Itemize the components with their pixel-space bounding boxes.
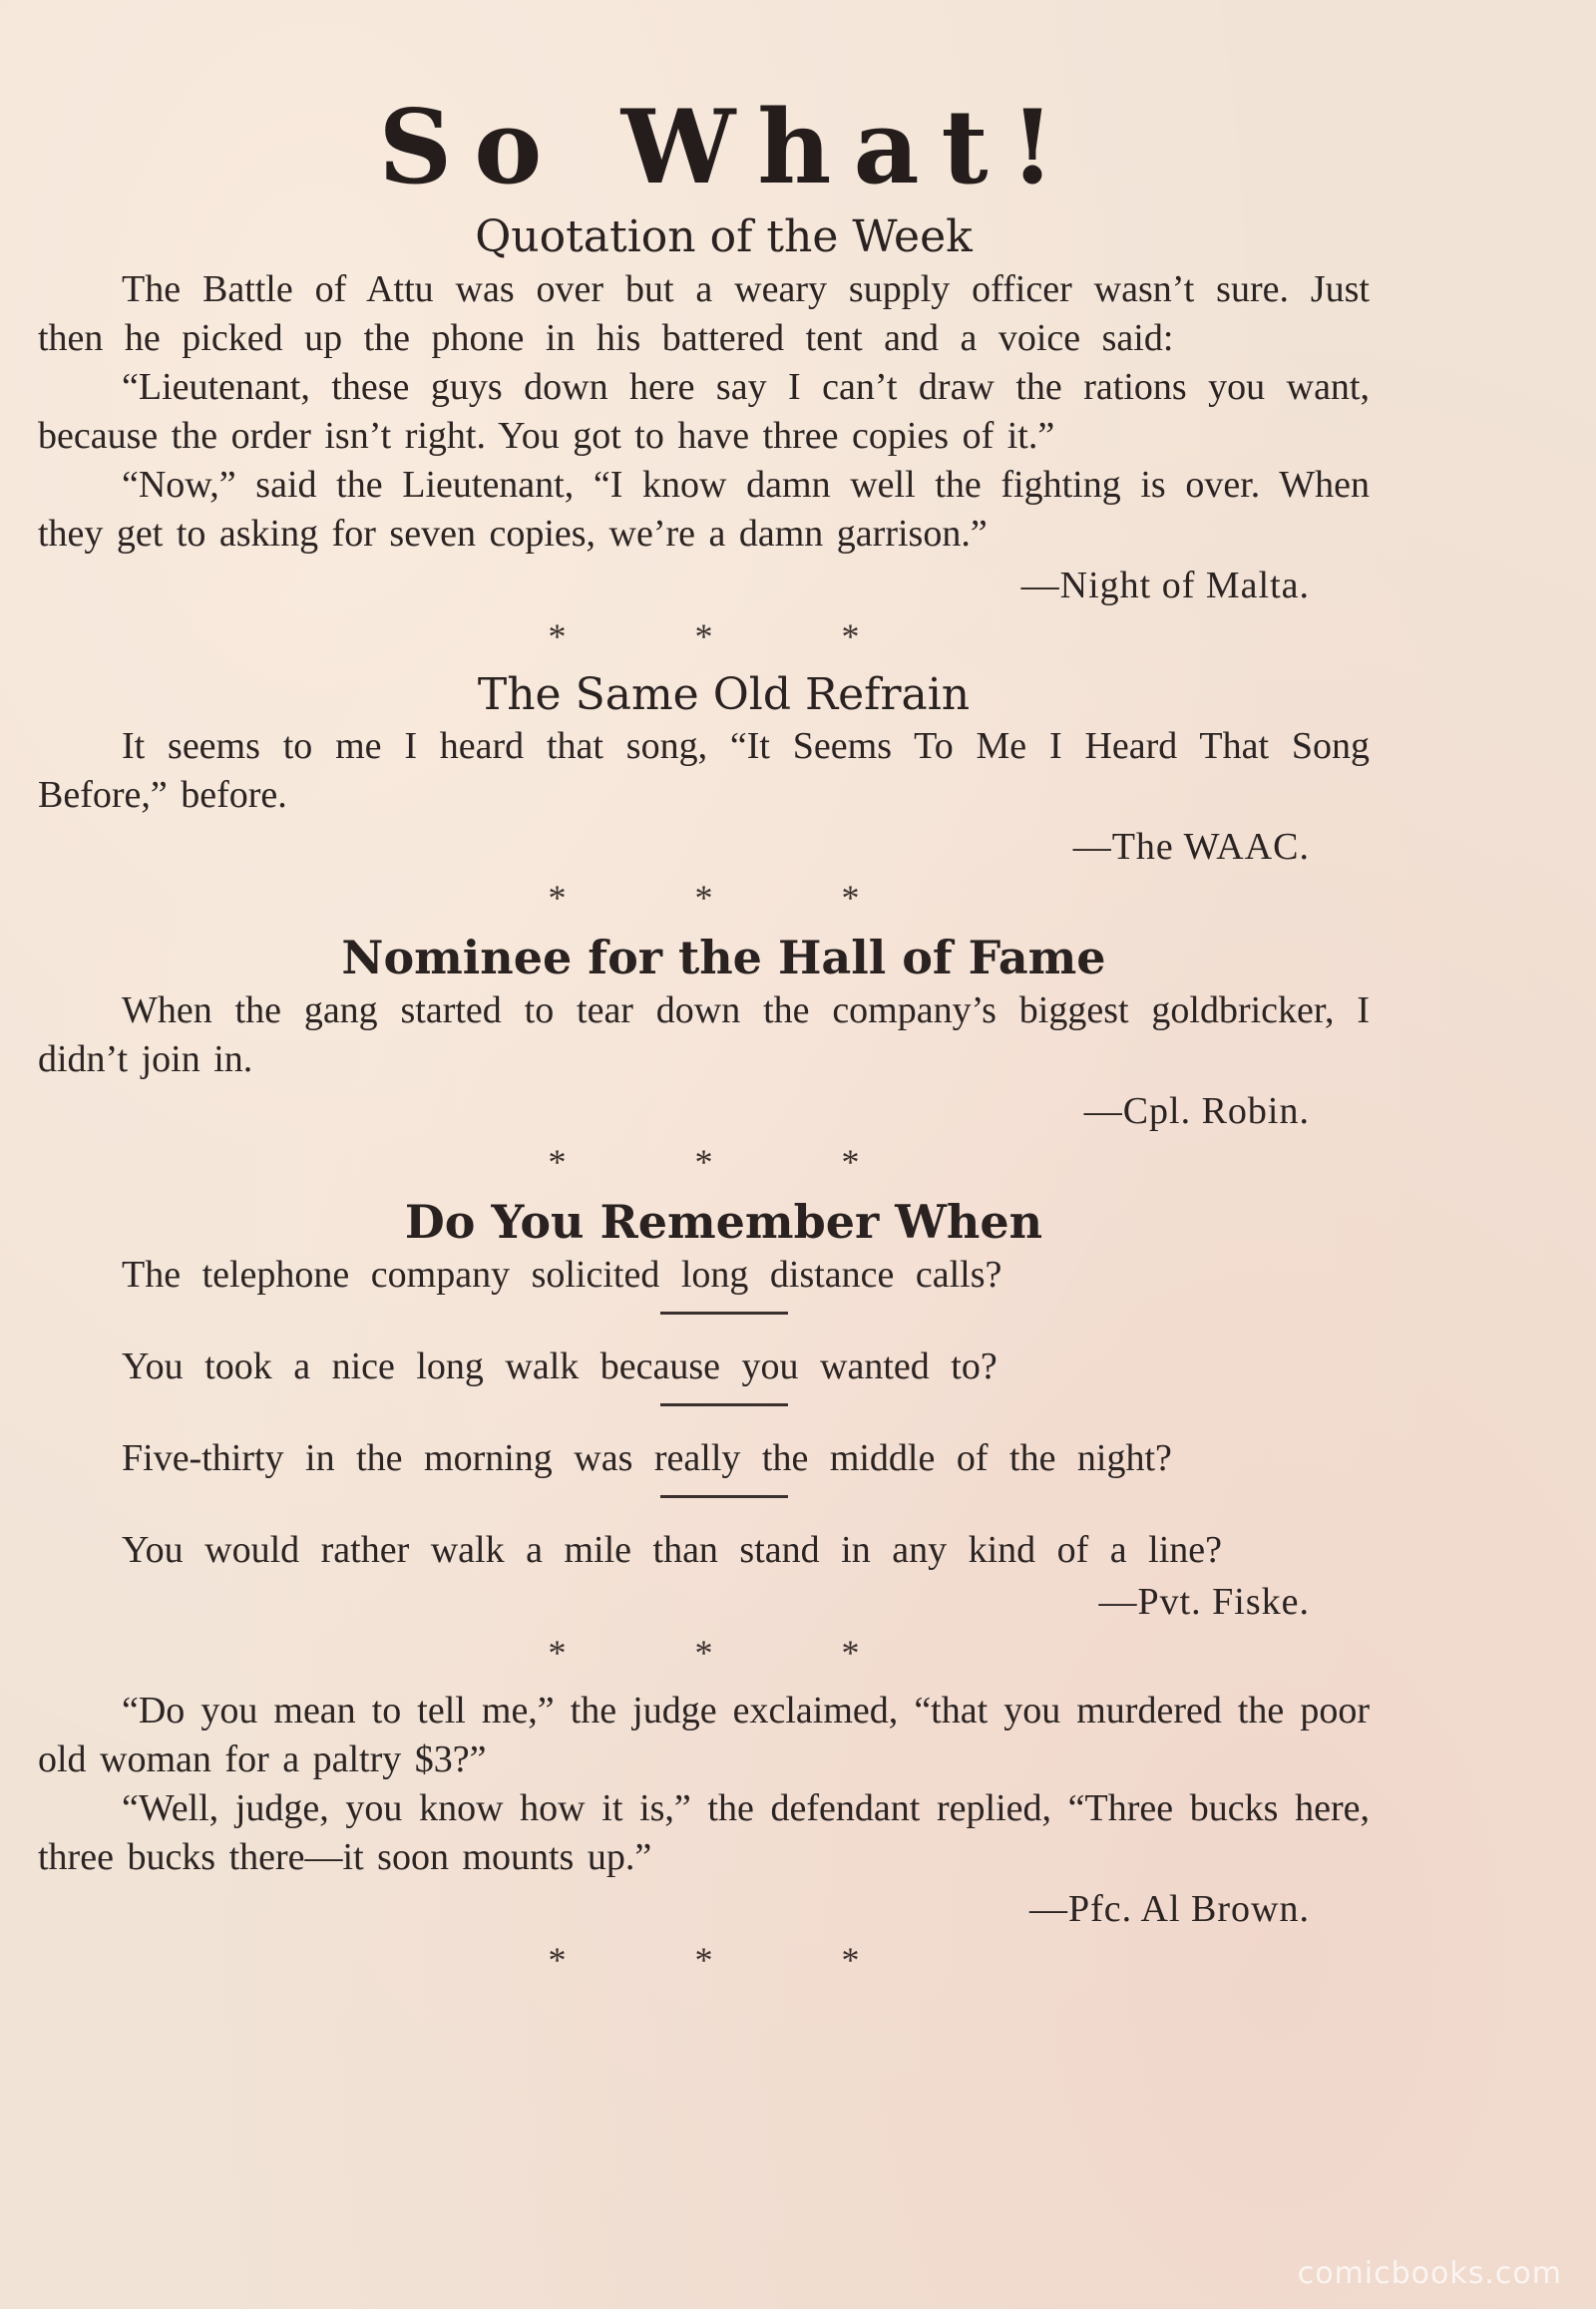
separator-stars: * * * [548, 615, 920, 656]
section-paragraph: The Battle of Attu was over but a weary supply officer wasn’t sure. Just then he picked up the phone in his battered tent and a voice said: [38, 267, 1370, 359]
list-item: The telephone company solicited long distance calls? [122, 1254, 1002, 1297]
separator-stars: * * * [548, 1142, 920, 1183]
list-item: You took a nice long walk because you wanted to? [122, 1346, 998, 1388]
page-title: So What! [378, 88, 1077, 207]
section-credit: —Night of Malta. [1020, 564, 1310, 606]
divider-rule [660, 1403, 788, 1406]
separator-stars: * * * [548, 1633, 920, 1674]
divider-rule [660, 1312, 788, 1315]
section-credit: —Pfc. Al Brown. [1029, 1888, 1310, 1931]
section-heading-quotation: Quotation of the Week [475, 211, 973, 263]
separator-stars: * * * [548, 878, 920, 919]
page-content [38, 90, 1370, 1994]
divider-rule [660, 1495, 788, 1498]
section-credit: —The WAAC. [1072, 826, 1310, 869]
section-heading-refrain: The Same Old Refrain [477, 668, 971, 720]
watermark: comicbooks.com [1297, 2256, 1562, 2291]
separator-stars: * * * [548, 1940, 920, 1981]
section-paragraph: “Well, judge, you know how it is,” the defendant replied, “Three bucks here, three bucks there—it soon mounts up.” [38, 1787, 1370, 1879]
list-item: You would rather walk a mile than stand in any kind of a line? [122, 1529, 1222, 1572]
section-credit: —Cpl. Robin. [1083, 1090, 1310, 1133]
section-credit: —Pvt. Fiske. [1098, 1581, 1310, 1624]
section-paragraph: “Now,” said the Lieutenant, “I know damn well the fighting is over. When they get to asking for seven copies, we’re a damn garrison.” [38, 463, 1370, 555]
section-heading-hall-of-fame: Nominee for the Hall of Fame [341, 931, 1106, 985]
section-paragraph: “Lieutenant, these guys down here say I can’t draw the rations you want, because the order isn’t right. You got to have three copies of it.” [38, 365, 1370, 457]
section-paragraph: When the gang started to tear down the company’s biggest goldbricker, I didn’t join in. [38, 989, 1370, 1081]
list-item: Five-thirty in the morning was really the middle of the night? [122, 1437, 1172, 1480]
section-paragraph: It seems to me I heard that song, “It Seems To Me I Heard That Song Before,” before. [38, 725, 1370, 817]
section-paragraph: “Do you mean to tell me,” the judge exclaimed, “that you murdered the poor old woman for a paltry $3?” [38, 1690, 1370, 1781]
section-heading-remember-when: Do You Remember When [404, 1195, 1043, 1250]
